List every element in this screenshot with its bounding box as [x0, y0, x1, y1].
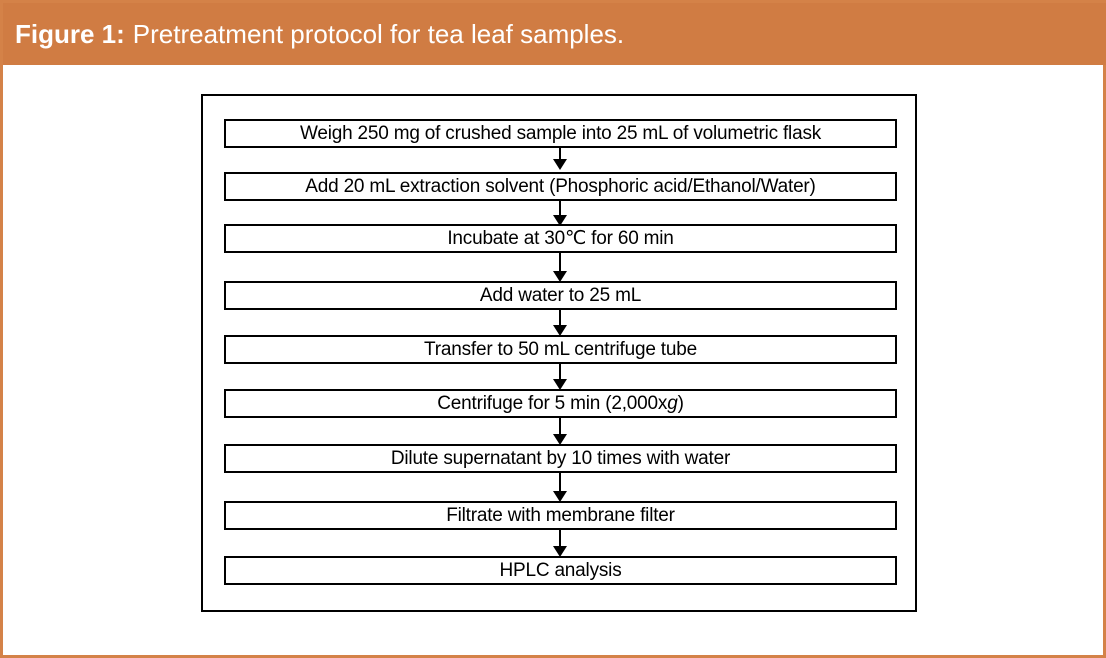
- figure-header: [3, 3, 1106, 65]
- step-filtrate: Filtrate with membrane filter: [224, 501, 897, 530]
- arrow-down-icon: [559, 473, 561, 500]
- arrow-down-icon: [559, 418, 561, 443]
- arrow-down-icon: [559, 364, 561, 388]
- step-weigh-sample: Weigh 250 mg of crushed sample into 25 mL of volumetric flask: [224, 119, 897, 148]
- arrow-down-icon: [559, 148, 561, 168]
- step-dilute: Dilute supernatant by 10 times with water: [224, 444, 897, 473]
- step-transfer: Transfer to 50 mL centrifuge tube: [224, 335, 897, 364]
- step-centrifuge: Centrifuge for 5 min (2,000x g ): [224, 389, 897, 418]
- step-add-solvent: Add 20 mL extraction solvent (Phosphoric acid/Ethanol/Water): [224, 172, 897, 201]
- step-add-water: Add water to 25 mL: [224, 281, 897, 310]
- figure-caption: Pretreatment protocol for tea leaf samples.: [132, 18, 625, 49]
- arrow-down-icon: [559, 310, 561, 334]
- flowchart-box: [201, 94, 917, 612]
- step-incubate: Incubate at 30℃ for 60 min: [224, 224, 897, 253]
- arrow-down-icon: [559, 253, 561, 280]
- figure-label: Figure 1:: [15, 18, 125, 49]
- step-hplc: HPLC analysis: [224, 556, 897, 585]
- arrow-down-icon: [559, 201, 561, 224]
- arrow-down-icon: [559, 530, 561, 555]
